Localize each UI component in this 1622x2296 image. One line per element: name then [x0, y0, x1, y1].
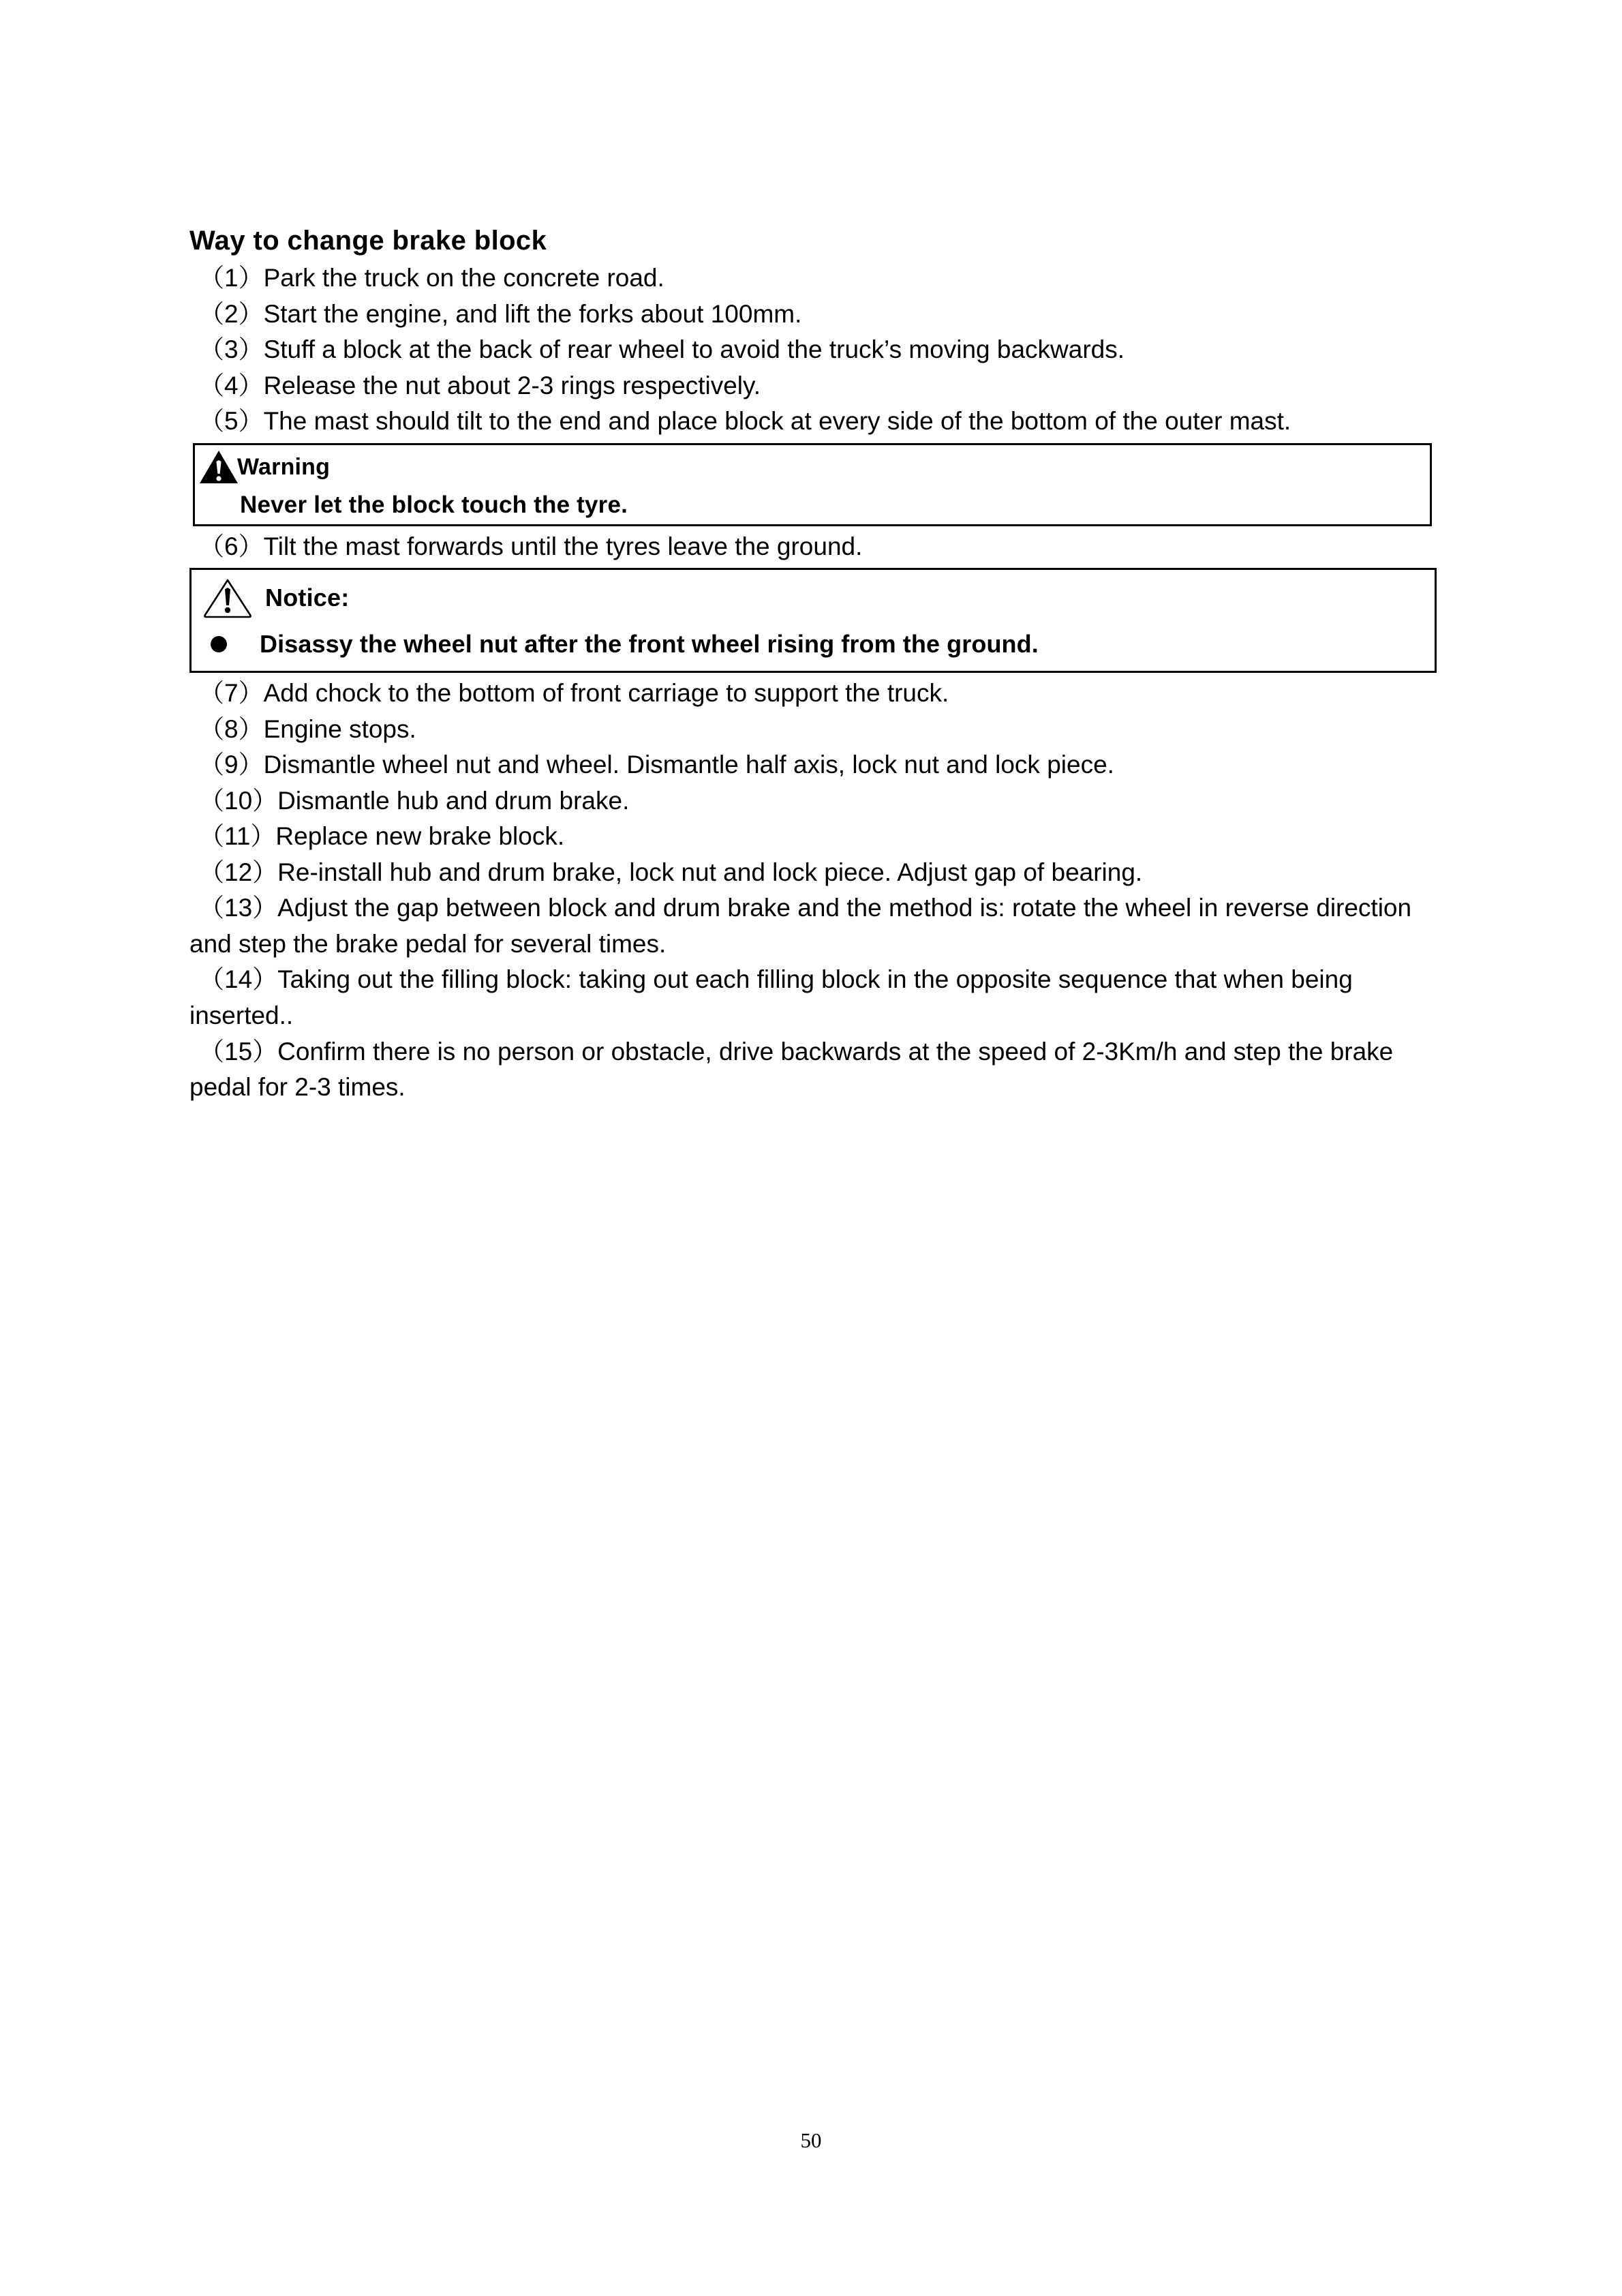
list-item	[189, 297, 1437, 333]
list-item-text: Dismantle wheel nut and wheel. Dismantle half axis, lock nut and lock piece.	[263, 751, 1114, 779]
steps-list-before-warning	[189, 260, 1437, 440]
list-item-number: （6）	[199, 532, 264, 560]
list-item-number: （4）	[199, 371, 264, 399]
warning-header-row	[195, 449, 1430, 485]
list-item	[189, 747, 1437, 783]
list-item	[189, 332, 1437, 368]
list-item-number: （8）	[199, 714, 264, 743]
list-item-number: （11）	[199, 822, 276, 851]
list-item-text: Engine stops.	[263, 714, 416, 743]
list-item-number: （1）	[199, 264, 264, 292]
notice-item-text: Disassy the wheel nut after the front wheel rising from the ground.	[260, 630, 1039, 659]
list-item	[189, 712, 1437, 748]
list-item	[189, 819, 1437, 855]
list-item-text: Replace new brake block.	[275, 822, 565, 851]
page-title: Way to change brake block	[189, 226, 547, 256]
list-item-text: Start the engine, and lift the forks about 100mm.	[263, 299, 802, 328]
list-item-text: Confirm there is no person or obstacle, drive backwards at the speed of 2-3Km/h and step the brake pedal for 2-3 times.	[189, 1037, 1394, 1102]
warning-body-text: Never let the block touch the tyre.	[240, 491, 628, 518]
list-item-number: （14）	[199, 965, 278, 994]
bullet-icon	[211, 636, 227, 652]
list-item-text: Add chock to the bottom of front carriage to support the truck.	[263, 679, 949, 708]
list-item	[189, 404, 1437, 440]
list-item-text: The mast should tilt to the end and place block at every side of the bottom of the outer mast.	[263, 407, 1291, 436]
caution-triangle-outline-icon	[202, 577, 253, 619]
list-item-text: Taking out the filling block: taking out each filling block in the opposite sequence that when being inserted..	[189, 965, 1353, 1029]
warning-callout-box	[193, 443, 1432, 526]
list-item	[189, 529, 1437, 565]
page-content	[189, 225, 1437, 1106]
notice-list-item	[192, 630, 1435, 659]
list-item-number: （13）	[199, 894, 278, 922]
list-item	[189, 1034, 1437, 1106]
list-item	[189, 260, 1437, 297]
list-item-text: Park the truck on the concrete road.	[263, 264, 664, 292]
list-item-text: Re-install hub and drum brake, lock nut and lock piece. Adjust gap of bearing.	[277, 858, 1143, 886]
list-item	[189, 855, 1437, 891]
list-item	[189, 962, 1437, 1033]
list-item-text: Dismantle hub and drum brake.	[277, 786, 630, 815]
list-item-number: （12）	[199, 858, 278, 886]
list-item-number: （10）	[199, 786, 278, 815]
list-item-text: Tilt the mast forwards until the tyres leave the ground.	[263, 532, 863, 560]
list-item-number: （2）	[199, 299, 264, 328]
list-item	[189, 368, 1437, 404]
list-item-number: （3）	[199, 335, 264, 364]
list-item-number: （15）	[199, 1037, 278, 1066]
list-item	[189, 890, 1437, 962]
list-item-text: Adjust the gap between block and drum brake and the method is: rotate the wheel in reverse direction and step the brake pedal for several times.	[189, 894, 1412, 958]
notice-callout-box	[189, 568, 1437, 673]
list-item	[189, 783, 1437, 819]
steps-list-after-notice	[189, 676, 1437, 1105]
page-number: 50	[800, 2128, 822, 2152]
list-item-number: （5）	[199, 407, 264, 436]
list-item	[189, 676, 1437, 712]
notice-label: Notice:	[265, 584, 350, 612]
warning-label: Warning	[237, 453, 331, 480]
list-item-text: Release the nut about 2-3 rings respectively.	[263, 371, 761, 399]
notice-header-row	[192, 577, 1435, 619]
list-item-number: （7）	[199, 679, 264, 708]
list-item-number: （9）	[199, 751, 264, 779]
list-item-text: Stuff a block at the back of rear wheel to avoid the truck’s moving backwards.	[263, 335, 1125, 364]
warning-triangle-solid-icon	[199, 449, 239, 485]
